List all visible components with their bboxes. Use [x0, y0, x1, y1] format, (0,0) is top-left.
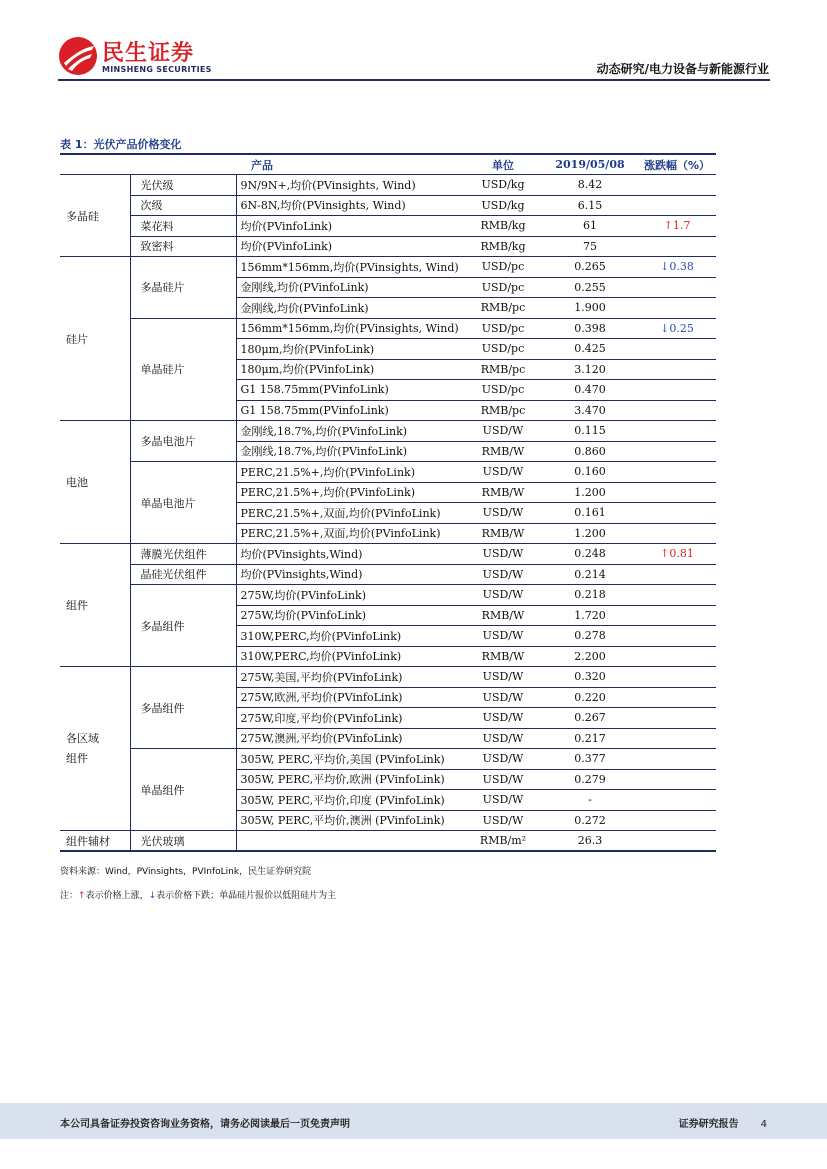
legend-note-text: 注：↑表示价格上涨，↓表示价格下跌；单晶硅片报价以低阻硅片为主 [60, 891, 337, 901]
desc-cell: 156mm*156mm,均价(PVinsights, Wind) [236, 257, 464, 278]
change-cell [638, 195, 716, 216]
unit-cell: USD/pc [464, 339, 542, 360]
change-cell: ↑1.7 [638, 216, 716, 237]
change-cell [638, 790, 716, 811]
price-cell: 1.900 [542, 298, 638, 319]
change-cell [638, 749, 716, 770]
price-cell: 0.267 [542, 708, 638, 729]
change-cell: ↑0.81 [638, 544, 716, 565]
desc-cell: 310W,PERC,均价(PVinfoLink) [236, 646, 464, 667]
unit-cell: USD/W [464, 769, 542, 790]
price-cell: 0.425 [542, 339, 638, 360]
header-divider [58, 79, 770, 81]
unit-cell: RMB/W [464, 482, 542, 503]
unit-cell: RMB/m² [464, 831, 542, 852]
desc-cell: 180μm,均价(PVinfoLink) [236, 359, 464, 380]
subcategory-cell: 次级 [130, 195, 236, 216]
unit-cell: RMB/kg [464, 216, 542, 237]
desc-cell [236, 831, 464, 852]
company-logo [58, 36, 212, 80]
desc-cell: 275W,澳洲,平均价(PVinfoLink) [236, 728, 464, 749]
change-cell [638, 708, 716, 729]
unit-cell: USD/W [464, 544, 542, 565]
desc-cell: 310W,PERC,均价(PVinfoLink) [236, 626, 464, 647]
table-row [60, 257, 716, 278]
logo-text-en: MINSHENG SECURITIES [102, 65, 212, 74]
price-cell: 0.470 [542, 380, 638, 401]
table-title: 表 1：光伏产品价格变化 [60, 138, 182, 151]
footer-right [679, 1115, 767, 1130]
desc-cell: 156mm*156mm,均价(PVinsights, Wind) [236, 318, 464, 339]
price-cell: 0.214 [542, 564, 638, 585]
unit-cell: USD/pc [464, 380, 542, 401]
unit-cell: RMB/W [464, 441, 542, 462]
unit-cell: USD/W [464, 626, 542, 647]
price-cell: 0.160 [542, 462, 638, 483]
report-type: 动态研究/电力设备与新能源行业 [596, 62, 769, 76]
category-cell: 组件辅材 [60, 831, 130, 852]
price-cell: 1.200 [542, 523, 638, 544]
desc-cell: 均价(PVinfoLink) [236, 216, 464, 237]
page-header [0, 0, 827, 90]
table-row [60, 749, 716, 770]
desc-cell: 金刚线,18.7%,均价(PVinfoLink) [236, 421, 464, 442]
desc-cell: 275W,均价(PVinfoLink) [236, 605, 464, 626]
price-cell: 3.120 [542, 359, 638, 380]
price-cell: 0.278 [542, 626, 638, 647]
desc-cell: 305W, PERC,平均价,印度 (PVinfoLink) [236, 790, 464, 811]
desc-cell: PERC,21.5%+,双面,均价(PVinfoLink) [236, 503, 464, 524]
unit-cell: USD/kg [464, 195, 542, 216]
change-cell [638, 646, 716, 667]
desc-cell: 9N/9N+,均价(PVinsights, Wind) [236, 175, 464, 196]
category-cell: 电池 [60, 421, 130, 544]
category-cell: 多晶硅 [60, 175, 130, 257]
unit-cell: USD/pc [464, 257, 542, 278]
unit-cell: USD/W [464, 810, 542, 831]
desc-cell: 金刚线,18.7%,均价(PVinfoLink) [236, 441, 464, 462]
price-cell: 0.272 [542, 810, 638, 831]
table-row [60, 195, 716, 216]
unit-cell: RMB/W [464, 646, 542, 667]
price-cell: 0.115 [542, 421, 638, 442]
unit-cell: RMB/pc [464, 298, 542, 319]
category-label: 各区域组件 [66, 731, 99, 765]
price-cell: 2.200 [542, 646, 638, 667]
price-cell: 0.265 [542, 257, 638, 278]
table-row [60, 544, 716, 565]
subcategory-cell: 单晶电池片 [130, 462, 236, 544]
change-cell [638, 441, 716, 462]
table-row [60, 831, 716, 852]
change-cell [638, 400, 716, 421]
price-cell: 0.398 [542, 318, 638, 339]
subcategory-cell: 多晶组件 [130, 585, 236, 667]
subcategory-cell: 多晶电池片 [130, 421, 236, 462]
change-cell [638, 339, 716, 360]
change-cell [638, 831, 716, 852]
desc-cell: 金刚线,均价(PVinfoLink) [236, 298, 464, 319]
header-change: 涨跌幅（%） [638, 154, 716, 175]
subcategory-cell: 光伏级 [130, 175, 236, 196]
table-row [60, 462, 716, 483]
price-cell: 3.470 [542, 400, 638, 421]
desc-cell: PERC,21.5%+,均价(PVinfoLink) [236, 462, 464, 483]
unit-cell: USD/W [464, 687, 542, 708]
subcategory-cell: 多晶硅片 [130, 257, 236, 319]
desc-cell: 305W, PERC,平均价,欧洲 (PVinfoLink) [236, 769, 464, 790]
price-cell: 1.720 [542, 605, 638, 626]
change-cell [638, 236, 716, 257]
change-cell [638, 175, 716, 196]
change-cell: ↓0.25 [638, 318, 716, 339]
change-cell [638, 728, 716, 749]
change-cell [638, 421, 716, 442]
logo-emblem-icon [58, 36, 98, 76]
change-cell [638, 359, 716, 380]
change-cell [638, 503, 716, 524]
unit-cell: USD/W [464, 667, 542, 688]
price-cell: 0.320 [542, 667, 638, 688]
subcategory-cell: 光伏玻璃 [130, 831, 236, 852]
footer-doc-type: 证券研究报告 [678, 1119, 739, 1130]
change-cell [638, 482, 716, 503]
price-cell: 0.218 [542, 585, 638, 606]
subcategory-cell: 薄膜光伏组件 [130, 544, 236, 565]
unit-cell: USD/W [464, 790, 542, 811]
logo-text-cn: 民生证券 [102, 41, 195, 66]
desc-cell: 275W,印度,平均价(PVinfoLink) [236, 708, 464, 729]
desc-cell: 275W,美国,平均价(PVinfoLink) [236, 667, 464, 688]
price-cell: 26.3 [542, 831, 638, 852]
price-cell: 0.220 [542, 687, 638, 708]
change-cell [638, 564, 716, 585]
price-cell: 0.255 [542, 277, 638, 298]
price-cell: 8.42 [542, 175, 638, 196]
category-cell: 组件 [60, 544, 130, 667]
desc-cell: 275W,欧洲,平均价(PVinfoLink) [236, 687, 464, 708]
desc-cell: 均价(PVinsights,Wind) [236, 564, 464, 585]
subcategory-cell: 单晶硅片 [130, 318, 236, 421]
unit-cell: RMB/W [464, 605, 542, 626]
unit-cell: USD/pc [464, 277, 542, 298]
table-header-row [60, 154, 716, 175]
unit-cell: USD/W [464, 421, 542, 442]
price-table [60, 153, 716, 852]
desc-cell: 金刚线,均价(PVinfoLink) [236, 277, 464, 298]
unit-cell: RMB/W [464, 523, 542, 544]
desc-cell: G1 158.75mm(PVinfoLink) [236, 400, 464, 421]
price-cell: 6.15 [542, 195, 638, 216]
table-row [60, 667, 716, 688]
header-unit: 单位 [464, 154, 542, 175]
unit-cell: USD/W [464, 728, 542, 749]
desc-cell: 305W, PERC,平均价,澳洲 (PVinfoLink) [236, 810, 464, 831]
price-cell: 0.248 [542, 544, 638, 565]
page-footer [0, 1103, 827, 1139]
desc-cell: 均价(PVinfoLink) [236, 236, 464, 257]
table-row [60, 216, 716, 237]
unit-cell: USD/W [464, 462, 542, 483]
change-cell [638, 667, 716, 688]
subcategory-cell: 晶硅光伏组件 [130, 564, 236, 585]
change-cell [638, 687, 716, 708]
price-cell: 0.860 [542, 441, 638, 462]
table-row [60, 421, 716, 442]
change-cell [638, 769, 716, 790]
desc-cell: G1 158.75mm(PVinfoLink) [236, 380, 464, 401]
change-cell [638, 626, 716, 647]
table-row [60, 175, 716, 196]
unit-cell: USD/W [464, 585, 542, 606]
change-cell [638, 277, 716, 298]
table-row [60, 564, 716, 585]
table-row [60, 236, 716, 257]
desc-cell: 305W, PERC,平均价,美国 (PVinfoLink) [236, 749, 464, 770]
subcategory-cell: 菜花料 [130, 216, 236, 237]
footer-disclaimer: 本公司具备证券投资咨询业务资格，请务必阅读最后一页免责声明 [60, 1119, 350, 1130]
price-cell: 0.377 [542, 749, 638, 770]
unit-cell: USD/pc [464, 318, 542, 339]
header-product: 产品 [60, 154, 464, 175]
price-cell: 75 [542, 236, 638, 257]
unit-cell: USD/kg [464, 175, 542, 196]
desc-cell: 均价(PVinsights,Wind) [236, 544, 464, 565]
category-cell: 硅片 [60, 257, 130, 421]
change-cell: ↓0.38 [638, 257, 716, 278]
unit-cell: USD/W [464, 708, 542, 729]
unit-cell: USD/W [464, 564, 542, 585]
desc-cell: 6N-8N,均价(PVinsights, Wind) [236, 195, 464, 216]
price-cell: 0.161 [542, 503, 638, 524]
price-cell: 1.200 [542, 482, 638, 503]
price-cell: 61 [542, 216, 638, 237]
unit-cell: RMB/kg [464, 236, 542, 257]
change-cell [638, 462, 716, 483]
price-cell: 0.217 [542, 728, 638, 749]
change-cell [638, 605, 716, 626]
price-cell: 0.279 [542, 769, 638, 790]
subcategory-cell: 多晶组件 [130, 667, 236, 749]
desc-cell: PERC,21.5%+,双面,均价(PVinfoLink) [236, 523, 464, 544]
change-cell [638, 585, 716, 606]
change-cell [638, 810, 716, 831]
table-row [60, 585, 716, 606]
category-cell [60, 667, 130, 831]
unit-cell: RMB/pc [464, 359, 542, 380]
table-row [60, 318, 716, 339]
legend-note [60, 888, 336, 901]
subcategory-cell: 单晶组件 [130, 749, 236, 831]
change-cell [638, 380, 716, 401]
change-cell [638, 298, 716, 319]
change-cell [638, 523, 716, 544]
unit-cell: USD/W [464, 503, 542, 524]
source-note: 资料来源：Wind，PVinsights，PVInfoLink，民生证券研究院 [60, 867, 312, 877]
desc-cell: PERC,21.5%+,均价(PVinfoLink) [236, 482, 464, 503]
desc-cell: 180μm,均价(PVinfoLink) [236, 339, 464, 360]
header-date: 2019/05/08 [542, 154, 638, 175]
desc-cell: 275W,均价(PVinfoLink) [236, 585, 464, 606]
unit-cell: USD/W [464, 749, 542, 770]
subcategory-cell: 致密料 [130, 236, 236, 257]
page-number: 4 [760, 1119, 767, 1130]
price-cell: - [542, 790, 638, 811]
unit-cell: RMB/pc [464, 400, 542, 421]
